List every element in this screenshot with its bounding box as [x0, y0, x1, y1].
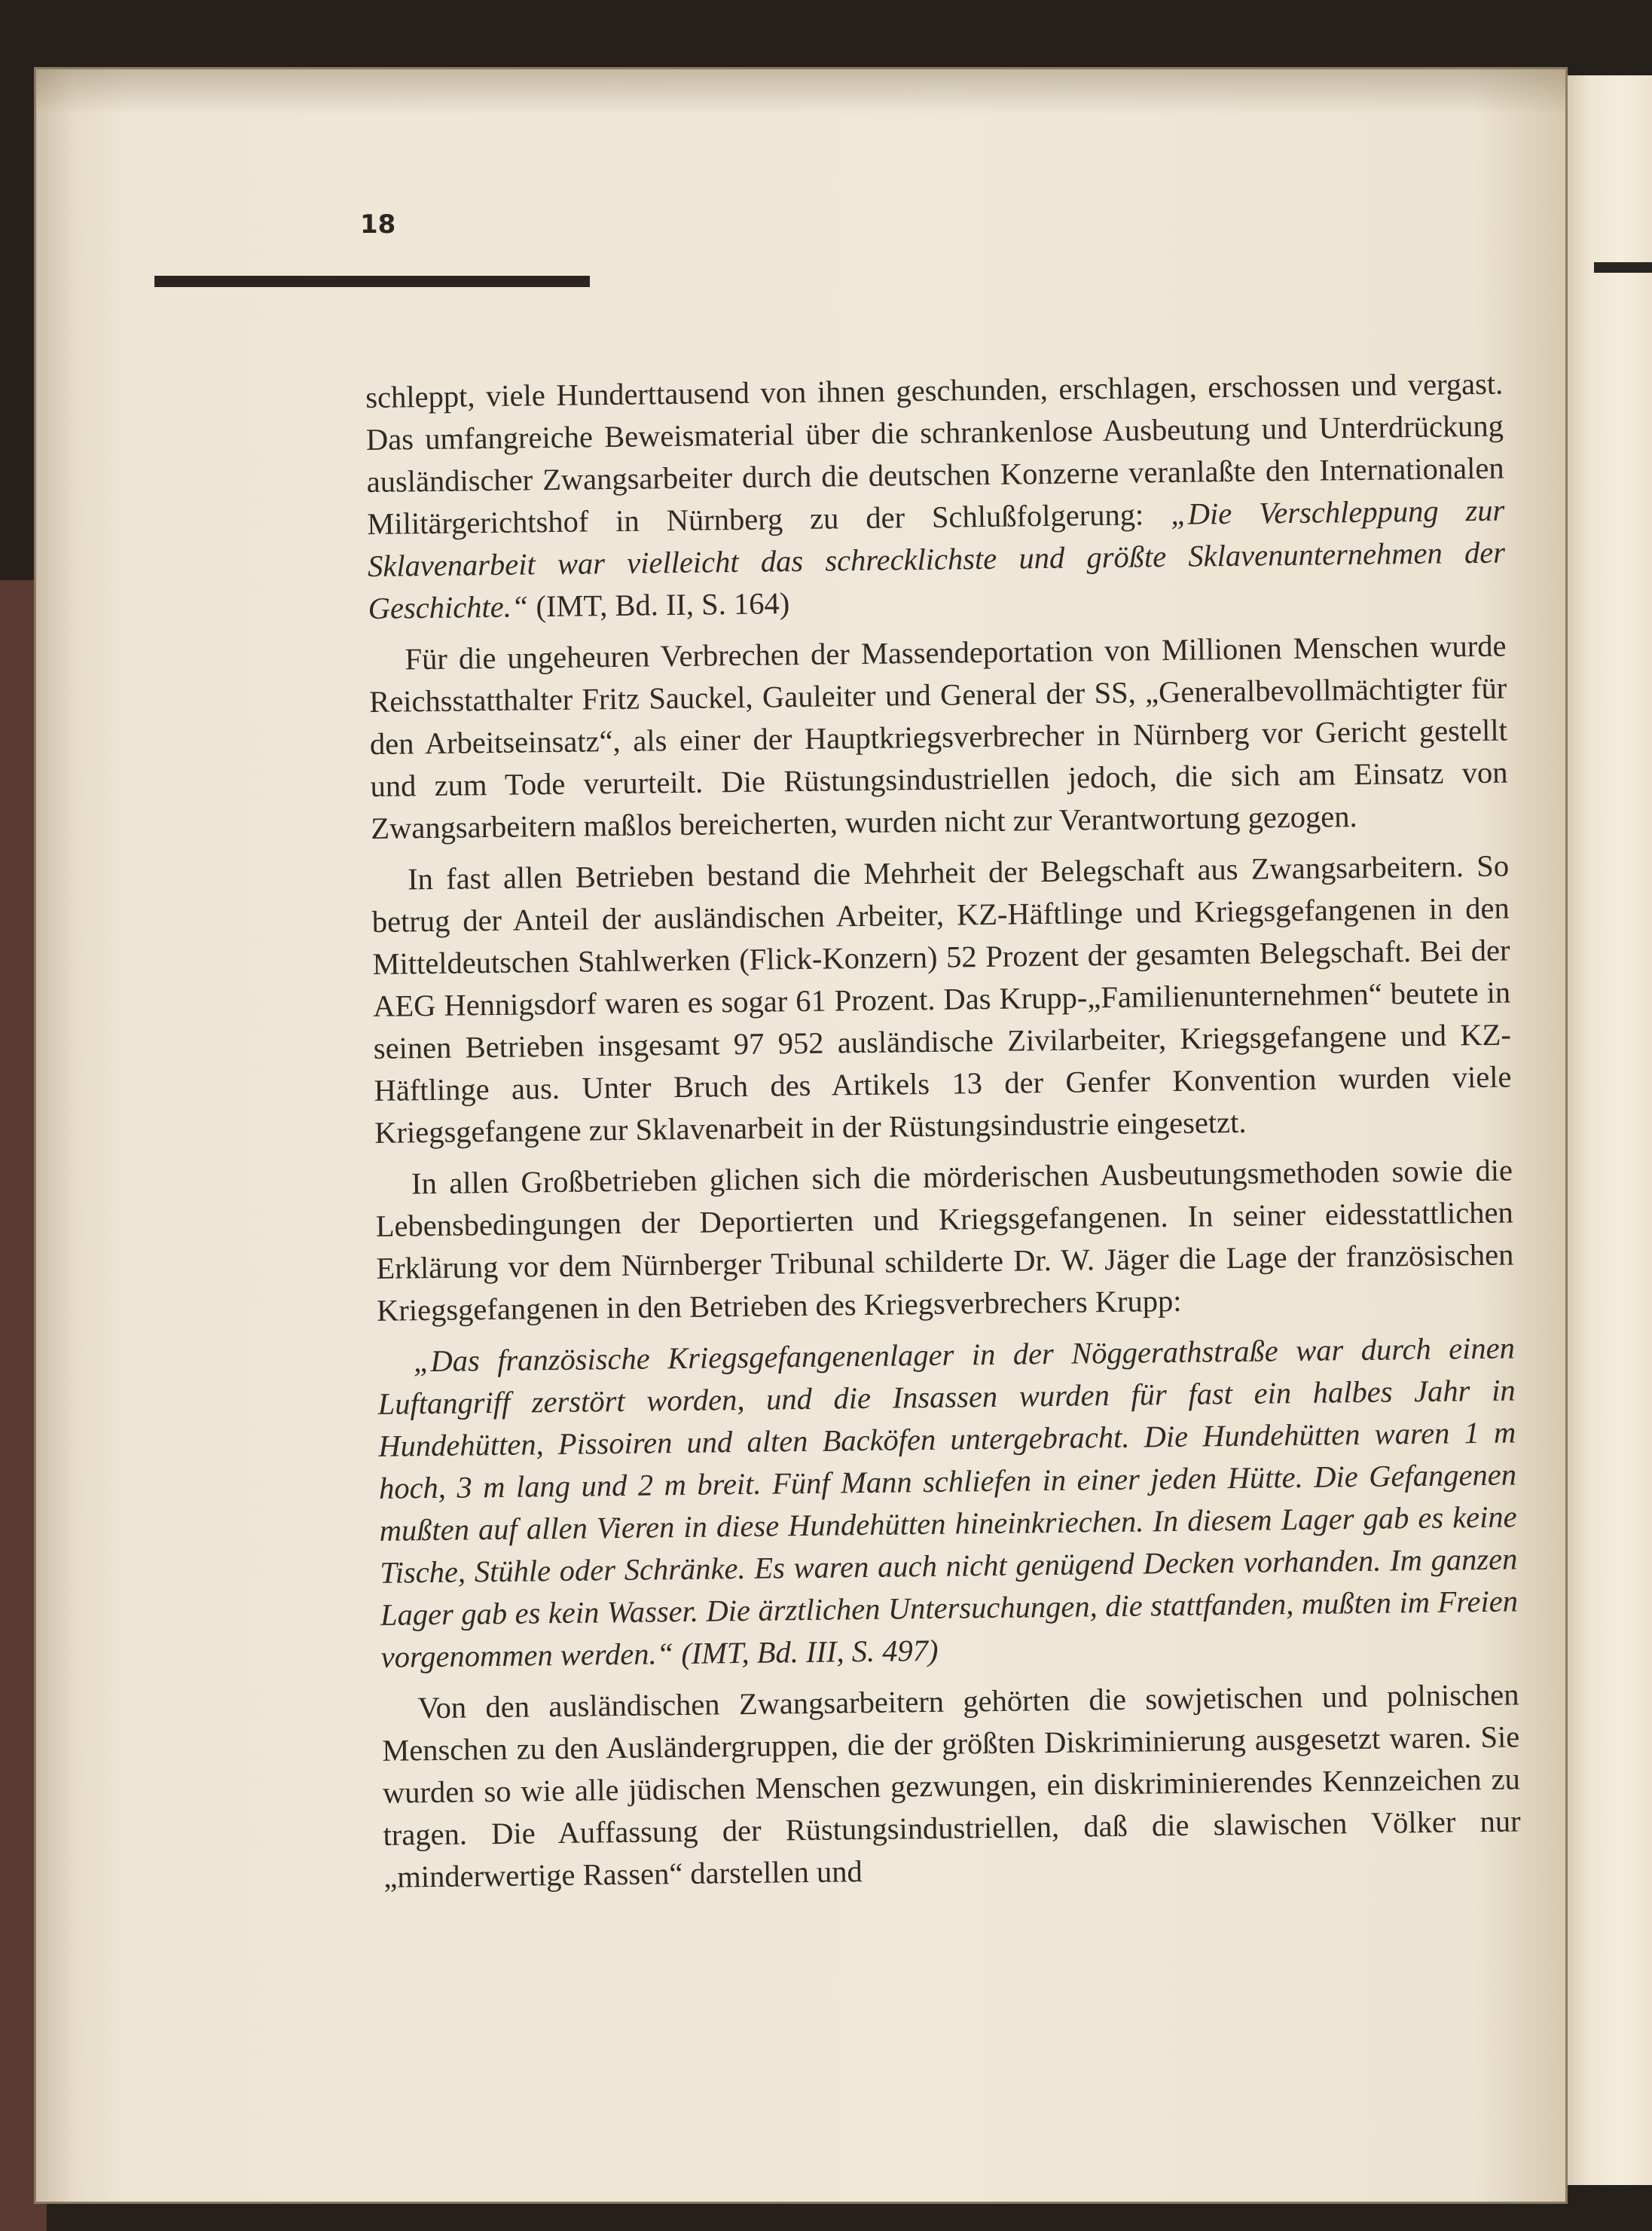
page-top-shadow: [36, 69, 1565, 115]
quotation-paragraph: „Das französische Kriegsgefangenenlager in der Nöggerathstraße war durch einen Luftangriff zerstört worden, und die Insassen wurden für fast ein halbes Jahr in Hundehütten, Pissoiren und alten Backöfen untergebracht. Die Hundehütten waren 1 m hoch, 3 m lang und 2 m breit. Fünf Mann schliefen in einer jeden Hütte. Die Gefangenen mußten auf allen Vieren in diese Hundehütten hineinkriechen. In diesem Lager gab es keine Tische, Stühle oder Schränke. Es waren auch nicht genügend Decken vorhanden. Im ganzen Lager gab es kein Wasser. Die ärztlichen Untersuchungen, die stattfanden, mußten im Freien vorgenommen werden.“ (IMT, Bd. III, S. 497): [377, 1331, 1519, 1674]
adjacent-page-edge: [1550, 75, 1652, 2185]
paragraph-2: Für die ungeheuren Verbrechen der Massendeportation von Millionen Menschen wurde Reichsstatthalter Fritz Sauckel, Gauleiter und General der SS, „Generalbevollmächtigter für den Arbeitseinsatz“, als einer der Hauptkriegsverbrecher in Nürnberg vor Gericht gestellt und zum Tode verurteilt. Die Rüstungsindustriellen jedoch, die sich am Einsatz von Zwangsarbeitern maßlos bereicherten, wurden nicht zur Verantwortung gezogen.: [368, 628, 1508, 845]
adjacent-page-rule: [1594, 262, 1652, 273]
paragraph-6: Von den ausländischen Zwangsarbeitern gehörten die sowjetischen und polnischen Menschen zu den Ausländergruppen, die der größten Diskriminierung ausgesetzt waren. Sie wurden so wie alle jüdischen Menschen gezwungen, ein diskriminierendes Kennzeichen zu tragen. Die Auffassung der Rüstungsindustriellen, daß die slawischen Völker nur „minderwertige Rassen“ darstellen und: [382, 1677, 1521, 1894]
paragraph-3: In fast allen Betrieben bestand die Mehrheit der Belegschaft aus Zwangsarbeitern. So betrug der Anteil der ausländischen Arbeiter, KZ-Häftlinge und Kriegsgefangenen in den Mitteldeutschen Stahlwerken (Flick-Konzern) 52 Prozent der gesamten Belegschaft. Bei der AEG Hennigsdorf waren es sogar 61 Prozent. Das Krupp-„Familienunternehmen“ beutete in seinen Betrieben insgesamt 97 952 ausländische Zivilarbeiter, Kriegsgefangene und KZ-Häftlinge aus. Unter Bruch des Artikels 13 der Genfer Konvention wurden viele Kriegsgefangene zur Sklavenarbeit in der Rüstungsindustrie eingesetzt.: [371, 848, 1512, 1150]
paragraph-1: [365, 363, 1506, 630]
header-rule: [154, 276, 590, 287]
body-text: [365, 363, 1522, 1899]
page-number: 18: [360, 209, 396, 240]
paragraph-1-text: schleppt, viele Hunderttausend von ihnen geschunden, erschlagen, erschossen und vergast. Das umfangreiche Beweismaterial über die schrankenlose Ausbeutung und Unterdrückung ausländischer Zwangsarbeiter durch die deutschen Konzerne veranlaßte den Internationalen Militärgerichtshof in Nürnberg zu der Schlußfolgerung:: [365, 366, 1504, 541]
paragraph-1-citation: (IMT, Bd. II, S. 164): [528, 586, 790, 624]
paragraph-4: In allen Großbetrieben glichen sich die mörderischen Ausbeutungsmethoden sowie die Lebensbedingungen der Deportierten und Kriegsgefangenen. In seiner eidesstattlichen Erklärung vor dem Nürnberger Tribunal schilderte Dr. W. Jäger die Lage der französischen Kriegsgefangenen in den Betrieben des Kriegsverbrechers Krupp:: [375, 1153, 1514, 1328]
paragraph-1-quote: „Die Verschleppung zur Sklavenarbeit war vielleicht das schrecklichste und größte Sklavenunternehmen der Geschichte.“: [367, 493, 1506, 625]
